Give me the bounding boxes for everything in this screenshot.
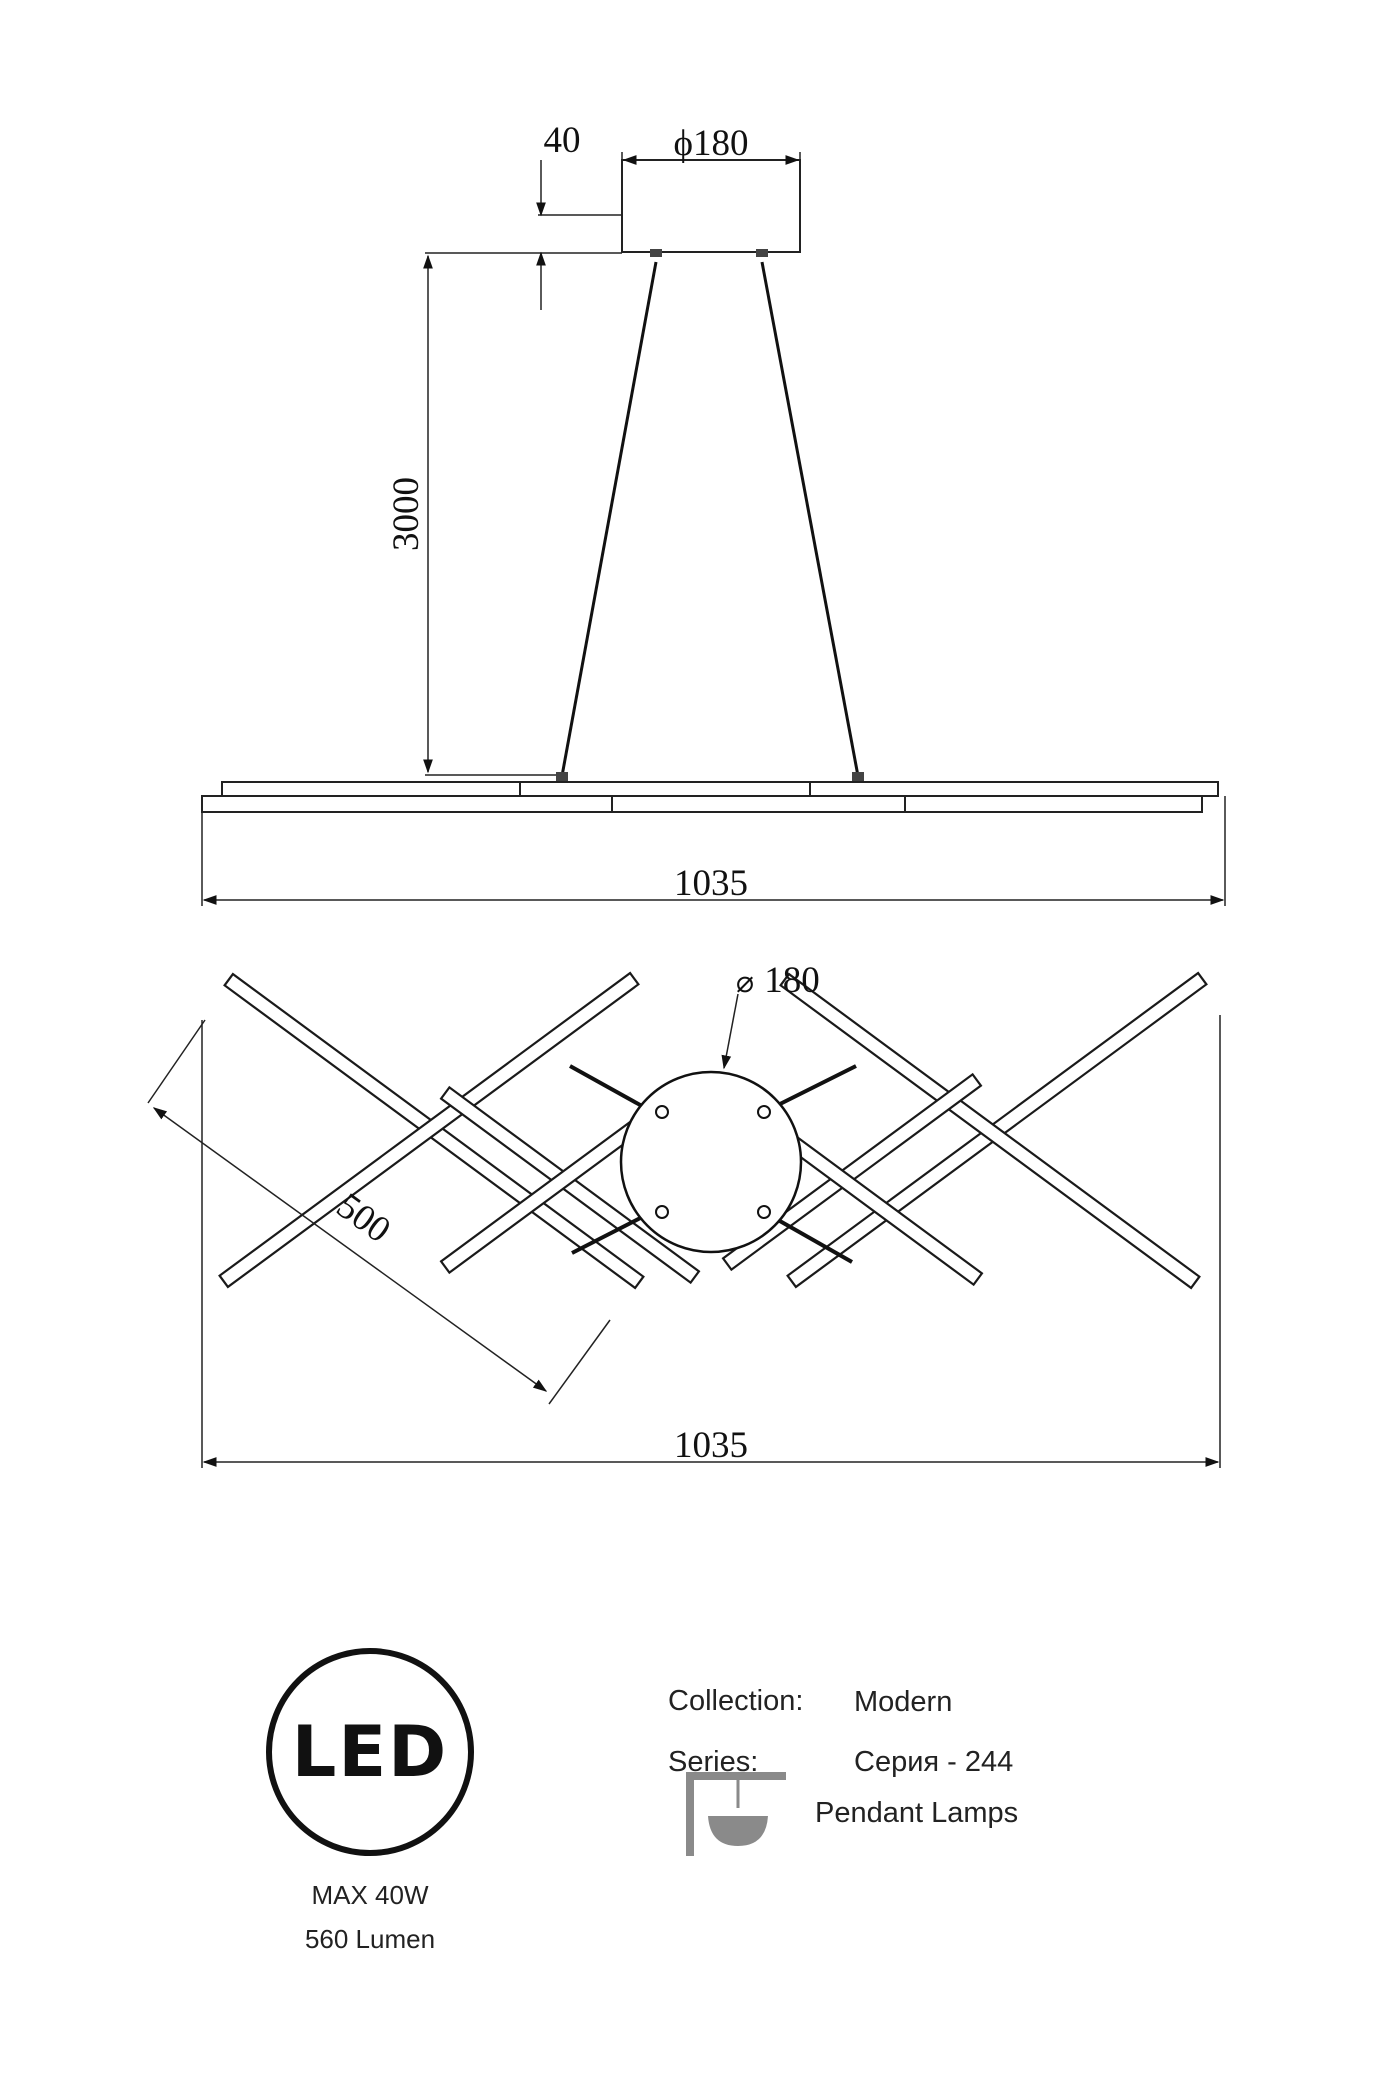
side-view	[202, 120, 1225, 906]
cable-right	[762, 262, 858, 776]
hub-canopy-top	[621, 1072, 801, 1252]
series-label: Series:	[668, 1746, 759, 1778]
dim-width-side: 1035	[674, 863, 748, 904]
lamp-body-top	[222, 782, 1218, 796]
category-label: Pendant Lamps	[815, 1797, 1019, 1829]
dim-canopy-height: 40	[543, 120, 581, 161]
led-badge	[266, 1648, 474, 1856]
series-value: Серия - 244	[854, 1746, 1014, 1778]
dim-leader-hub	[724, 994, 738, 1068]
dim-line-arm-length	[154, 1108, 546, 1391]
pendant-lamp-icon	[686, 1772, 790, 1856]
max-power: MAX 40W	[311, 1880, 429, 1910]
top-view	[148, 960, 1220, 1468]
dim-width-top: 1035	[674, 1425, 748, 1466]
lamp-body-bottom	[202, 796, 1202, 812]
collection-label: Collection:	[668, 1685, 804, 1717]
dim-canopy-diameter-top: 180	[764, 960, 820, 1001]
collection-value: Modern	[854, 1686, 953, 1718]
dim-arm-length: 500	[328, 1185, 398, 1252]
lumen-output: 560 Lumen	[304, 1924, 436, 1954]
cable-left	[562, 262, 656, 776]
diameter-symbol: ⌀	[735, 965, 755, 1000]
canopy-side	[622, 160, 800, 252]
dim-canopy-diameter-side: ϕ180	[673, 123, 749, 164]
dim-cable-length: 3000	[386, 477, 427, 551]
led-badge-text: LED	[291, 1711, 449, 1793]
